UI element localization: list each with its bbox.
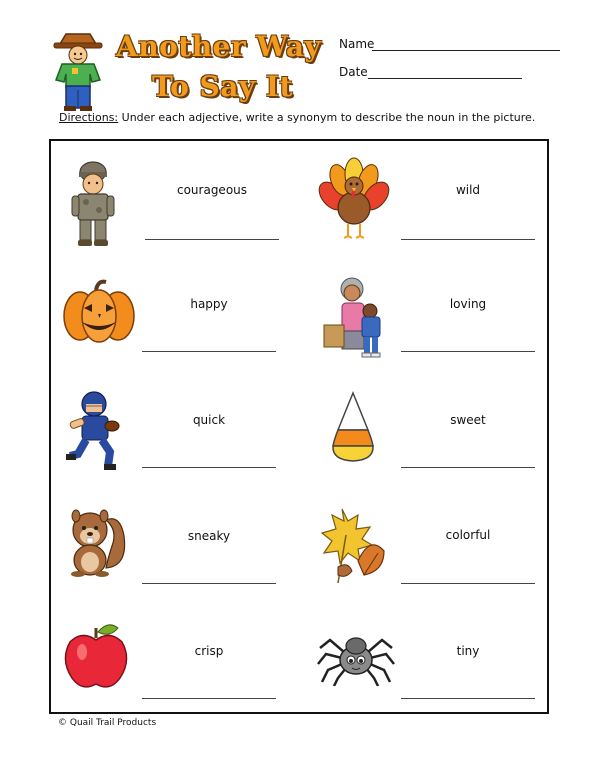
- answer-line-wild[interactable]: [401, 239, 535, 240]
- adjective-sneaky: sneaky: [187, 529, 231, 543]
- candy-corn-icon: [330, 390, 376, 464]
- spider-icon: [316, 626, 396, 686]
- adjective-loving: loving: [449, 297, 487, 311]
- pumpkin-icon: [62, 278, 136, 344]
- name-label: Name: [339, 37, 375, 51]
- autumn-leaves-icon: [318, 505, 390, 585]
- adjective-quick: quick: [192, 413, 226, 427]
- directions: [59, 111, 535, 124]
- soldier-icon: [68, 160, 118, 248]
- title-line-2: To Say It: [152, 70, 293, 103]
- adjective-sweet: sweet: [450, 413, 486, 427]
- grandma-hug-icon: [320, 275, 390, 359]
- directions-text: Under each adjective, write a synonym to describe the noun in the picture.: [118, 111, 536, 124]
- title-line-1: Another Way: [116, 30, 322, 63]
- copyright: © Quail Trail Products: [58, 718, 157, 728]
- adjective-wild: wild: [455, 183, 481, 197]
- answer-line-tiny[interactable]: [401, 698, 535, 699]
- answer-line-courageous[interactable]: [145, 239, 279, 240]
- answer-line-sweet[interactable]: [401, 467, 535, 468]
- adjective-tiny: tiny: [456, 644, 480, 658]
- answer-line-colorful[interactable]: [401, 583, 535, 584]
- apple-icon: [62, 620, 130, 692]
- adjective-courageous: courageous: [176, 183, 248, 197]
- answer-line-loving[interactable]: [401, 351, 535, 352]
- adjective-happy: happy: [190, 297, 228, 311]
- squirrel-icon: [62, 506, 130, 578]
- answer-line-quick[interactable]: [142, 467, 276, 468]
- answer-line-crisp[interactable]: [142, 698, 276, 699]
- football-player-icon: [64, 390, 126, 472]
- date-label: Date: [339, 65, 368, 79]
- turkey-icon: [318, 156, 390, 242]
- scarecrow-icon: [48, 30, 108, 112]
- answer-line-sneaky[interactable]: [142, 583, 276, 584]
- answer-line-happy[interactable]: [142, 351, 276, 352]
- adjective-colorful: colorful: [445, 528, 491, 542]
- directions-label: Directions:: [59, 111, 119, 124]
- adjective-crisp: crisp: [194, 644, 224, 658]
- name-field[interactable]: [372, 50, 560, 51]
- date-field[interactable]: [368, 78, 522, 79]
